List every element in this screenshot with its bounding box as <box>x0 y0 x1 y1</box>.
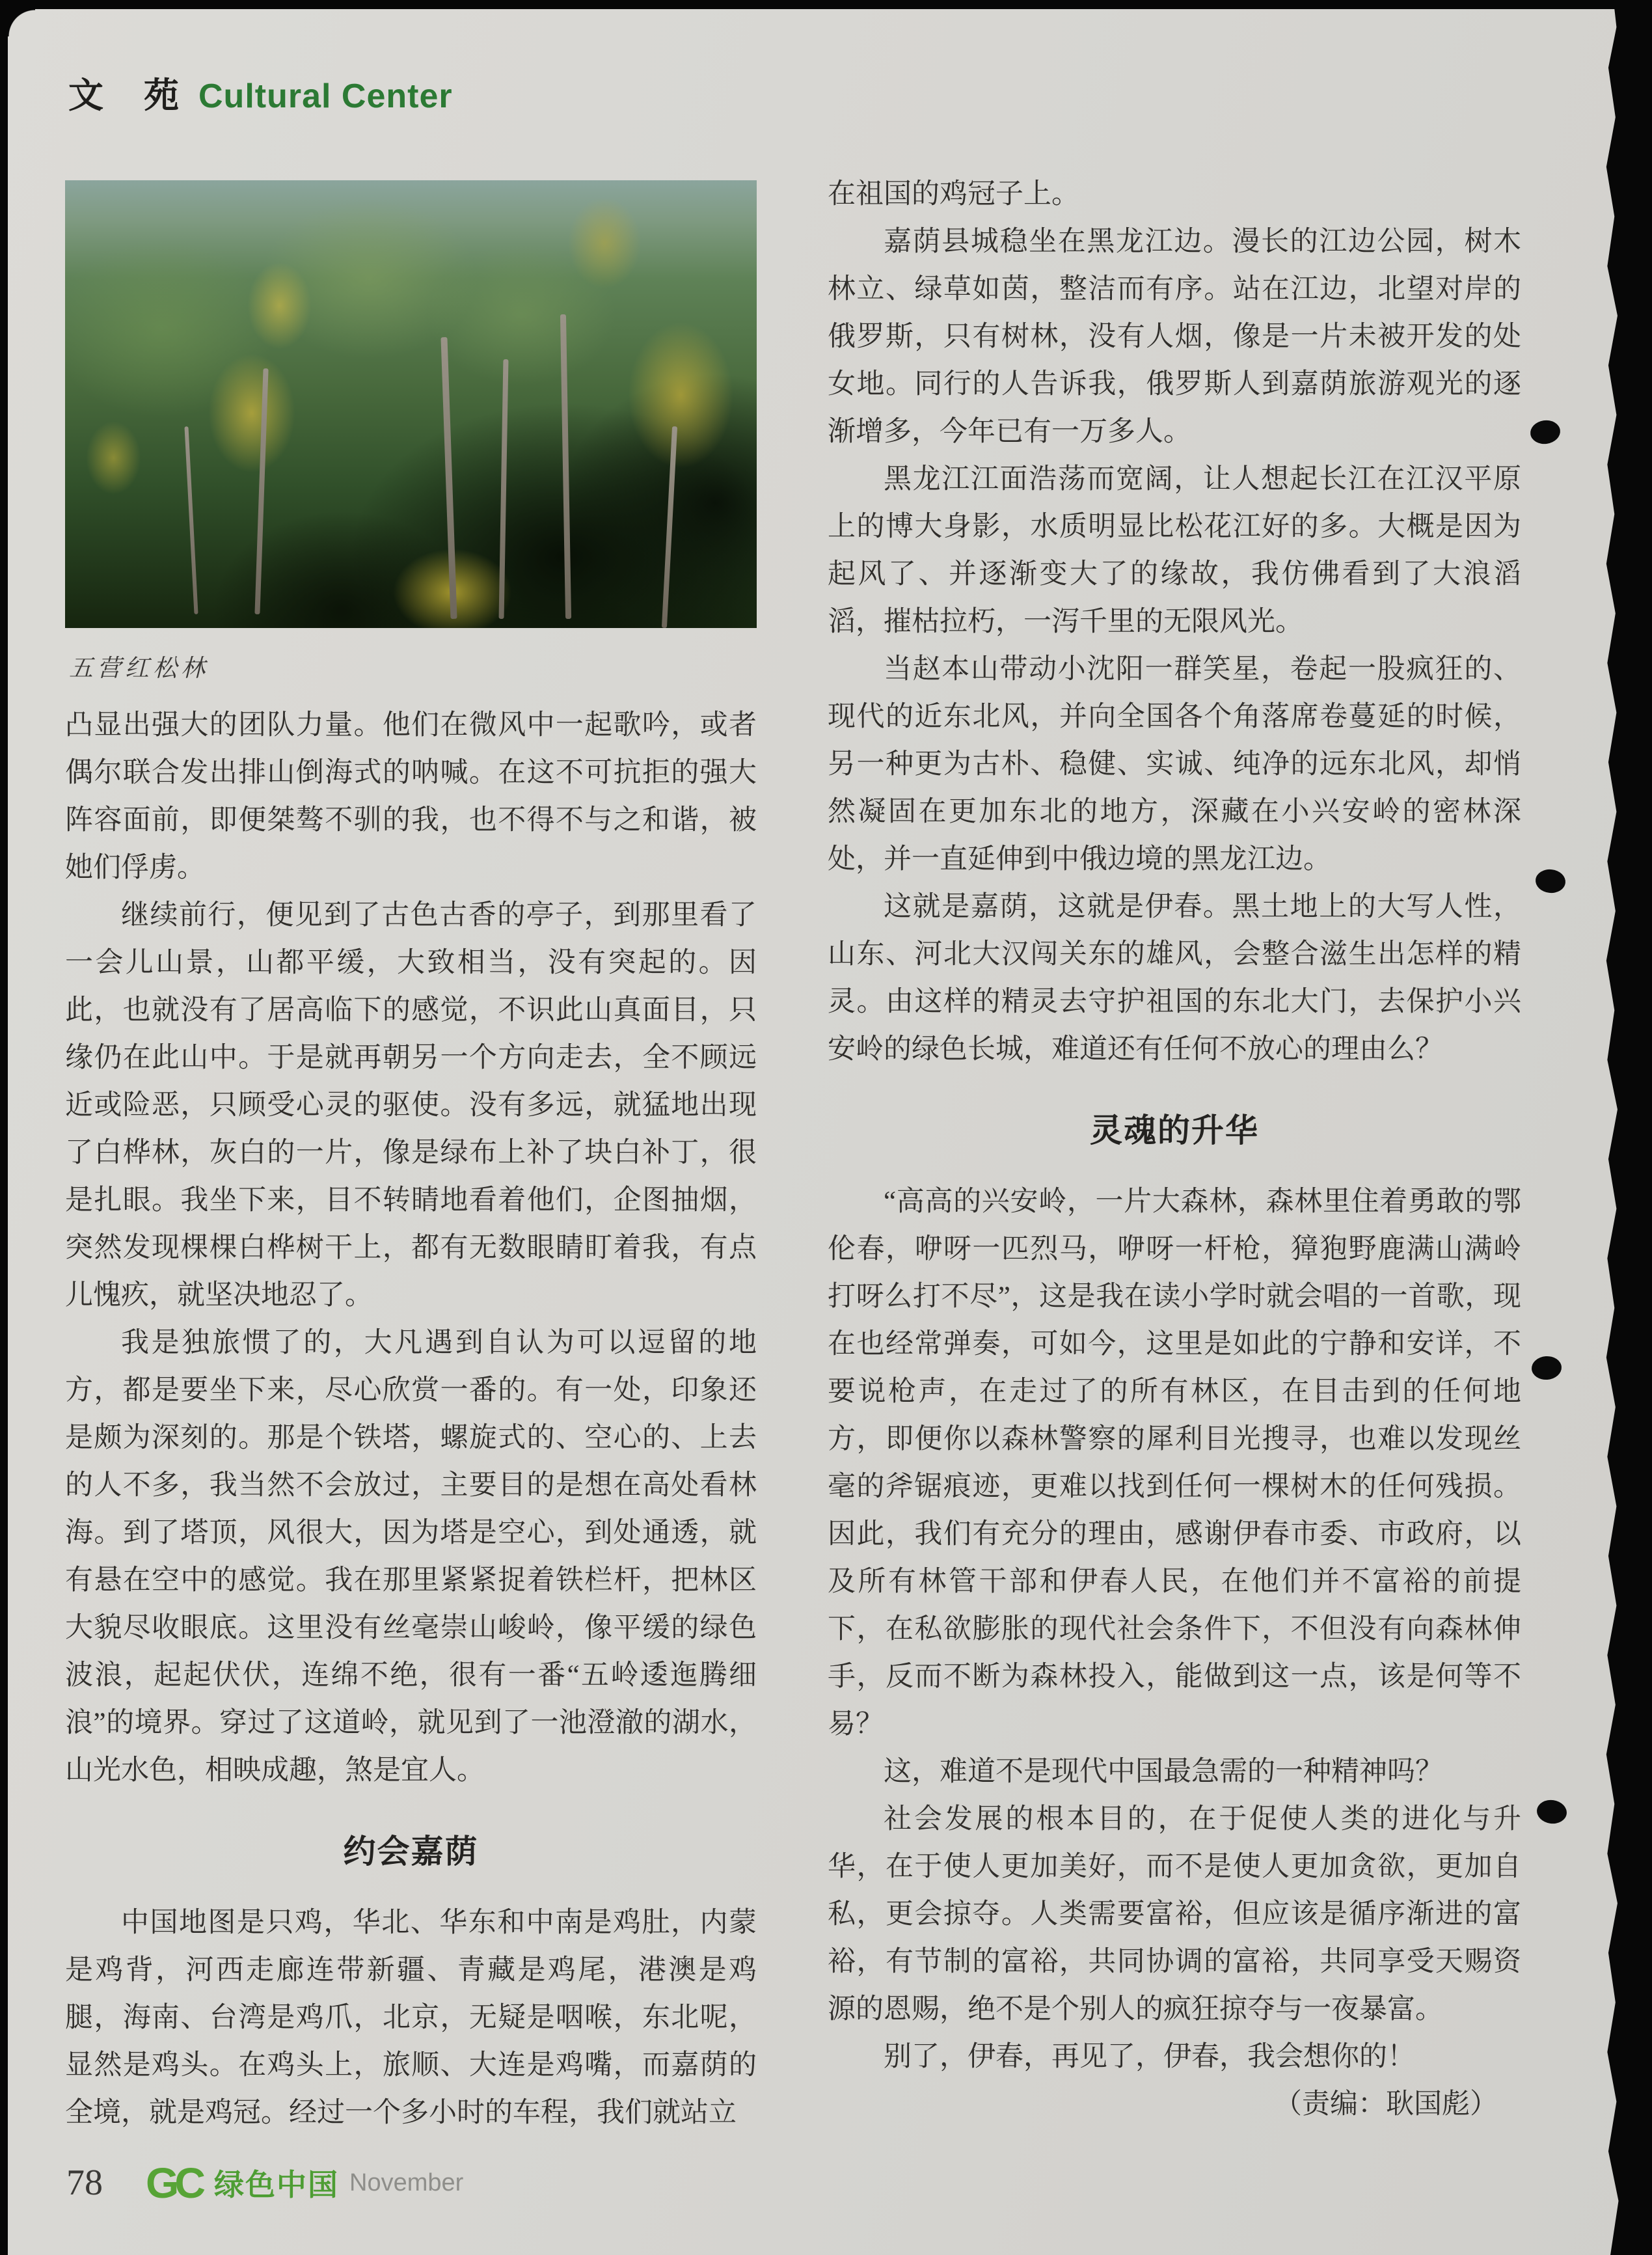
body-paragraph: 嘉荫县城稳坐在黑龙江边。漫长的江边公园，树木林立、绿草如茵，整洁而有序。站在江边，北望对岸的俄罗斯，只有树林，没有人烟，像是一片未被开发的处女地。同行的人告诉我，俄罗斯人到嘉荫旅游观光的逐渐增多，今年已有一万多人。 <box>828 226 1521 447</box>
forest-photo <box>65 180 757 628</box>
body-paragraph: 凸显出强大的团队力量。他们在微风中一起歌吟，或者偶尔联合发出排山倒海式的呐喊。在这不可抗拒的强大阵容面前，即便桀骜不驯的我，也不得不与之和谐，被她们俘虏。 <box>65 710 757 883</box>
scan-edge-top <box>0 0 1652 9</box>
tree-trunk <box>498 359 508 619</box>
body-paragraph: 这，难道不是现代中国最急需的一种精神吗？ <box>884 1756 1443 1787</box>
body-paragraph: 黑龙江江面浩荡而宽阔，让人想起长江在江汉平原上的博大身影，水质明显比松花江好的多。大概是因为起风了、并逐渐变大了的缘故，我仿佛看到了大浪滔滔，摧枯拉朽，一泻千里的无限风光。 <box>828 464 1521 637</box>
section-header <box>68 68 453 118</box>
body-paragraph: 中国地图是只鸡，华北、华东和中南是鸡肚，内蒙是鸡背，河西走廊连带新疆、青藏是鸡尾，港澳是鸡腿，海南、台湾是鸡爪，北京，无疑是咽喉，东北呢，显然是鸡头。在鸡头上，旅顺、大连是鸡嘴，而嘉荫的全境，就是鸡冠。经过一个多小时的车程，我们就站立 <box>65 1907 757 2128</box>
page-number: 78 <box>66 2163 103 2203</box>
tree-trunk <box>662 426 677 628</box>
tree-trunk <box>254 368 268 614</box>
section-title-english: Cultural Center <box>198 77 453 115</box>
right-text-column <box>828 171 1521 2128</box>
section-heading-linghun-shenghua: 灵魂的升华 <box>1090 1112 1259 1149</box>
photo-caption: 五营红松林 <box>69 655 209 682</box>
body-paragraph: 社会发展的根本目的，在于促使人类的进化与升华，在于使人更加美好，而不是使人更加贪欲，更加自私，更会掠夺。人类需要富裕，但应该是循序渐进的富裕，有节制的富裕，共同协调的富裕，共同享受天赐资源的恩赐，绝不是个别人的疯狂掠夺与一夜暴富。 <box>828 1804 1521 2025</box>
body-paragraph: “高高的兴安岭，一片大森林，森林里住着勇敢的鄂伦春，咿呀一匹烈马，咿呀一杆枪，獐狍野鹿满山满岭打呀么打不尽”，这是我在读小学时就会唱的一首歌，现在也经常弹奏，可如今，这里是如此的宁静和安详，不要说枪声，在走过了的所有林区，在目击到的任何地方，即便你以森林警察的犀利目光搜寻，也难以发现丝毫的斧锯痕迹，更难以找到任何一棵树木的任何残损。因此，我们有充分的理由，感谢伊春市委、市政府，以及所有林管干部和伊春人民，在他们并不富裕的前提下，在私欲膨胀的现代社会条件下，不但没有向森林伸手，反而不断为森林投入，能做到这一点，该是何等不易？ <box>828 1186 1521 1740</box>
scan-edge-left <box>0 0 8 2255</box>
body-paragraph: 这就是嘉荫，这就是伊春。黑土地上的大写人性，山东、河北大汉闯关东的雄风，会整合滋生出怎样的精灵。由这样的精灵去守护祖国的东北大门，去保护小兴安岭的绿色长城，难道还有任何不放心的理由么？ <box>828 892 1521 1065</box>
issue-month: November <box>349 2168 464 2196</box>
section-title-chinese: 文 苑 <box>68 76 182 115</box>
body-paragraph: 别了，伊春，再见了，伊春，我会想你的！ <box>884 2042 1415 2072</box>
editor-credit: （责编：耿国彪） <box>1274 2089 1498 2120</box>
magazine-name: 绿色中国 <box>214 2168 339 2202</box>
section-heading-yuehui-jiayin: 约会嘉荫 <box>343 1833 479 1870</box>
page-footer <box>66 2158 463 2207</box>
body-paragraph: 在祖国的鸡冠子上。 <box>828 179 1079 210</box>
tree-trunk <box>185 426 198 614</box>
tree-trunk <box>560 314 571 619</box>
body-paragraph: 当赵本山带动小沈阳一群笑星，卷起一股疯狂的、现代的近东北风，并向全国各个角落席卷蔓延的时候，另一种更为古朴、稳健、实诚、纯净的远东北风，却悄然凝固在更加东北的地方，深藏在小兴安岭的密林深处，并一直延伸到中俄边境的黑龙江边。 <box>828 654 1521 875</box>
tree-trunk <box>440 337 457 620</box>
green-china-logo-icon: GC <box>146 2159 201 2207</box>
body-paragraph: 我是独旅惯了的，大凡遇到自认为可以逗留的地方，都是要坐下来，尽心欣赏一番的。有一处，印象还是颇为深刻的。那是个铁塔，螺旋式的、空心的、上去的人不多，我当然不会放过，主要目的是想在高处看林海。到了塔顶，风很大，因为塔是空心，到处通透，就有悬在空中的感觉。我在那里紧紧捉着铁栏杆，把林区大貌尽收眼底。这里没有丝毫崇山峻岭，像平缓的绿色波浪，起起伏伏，连绵不绝，很有一番“五岭逶迤腾细浪”的境界。穿过了这道岭，就见到了一池澄澈的湖水，山光水色，相映成趣，煞是宜人。 <box>65 1328 757 1786</box>
left-text-column <box>65 702 757 2137</box>
page-rounded-corner <box>8 9 35 36</box>
body-paragraph: 继续前行，便见到了古色古香的亭子，到那里看了一会儿山景，山都平缓，大致相当，没有突起的。因此，也就没有了居高临下的感觉，不识此山真面目，只缘仍在此山中。于是就再朝另一个方向走去，全不顾远近或险恶，只顾受心灵的驱使。没有多远，就猛地出现了白桦林，灰白的一片，像是绿布上补了块白补丁，很是扎眼。我坐下来，目不转睛地看着他们，企图抽烟，突然发现棵棵白桦树干上，都有无数眼睛盯着我，有点儿愧疚，就坚决地忍了。 <box>65 900 757 1311</box>
